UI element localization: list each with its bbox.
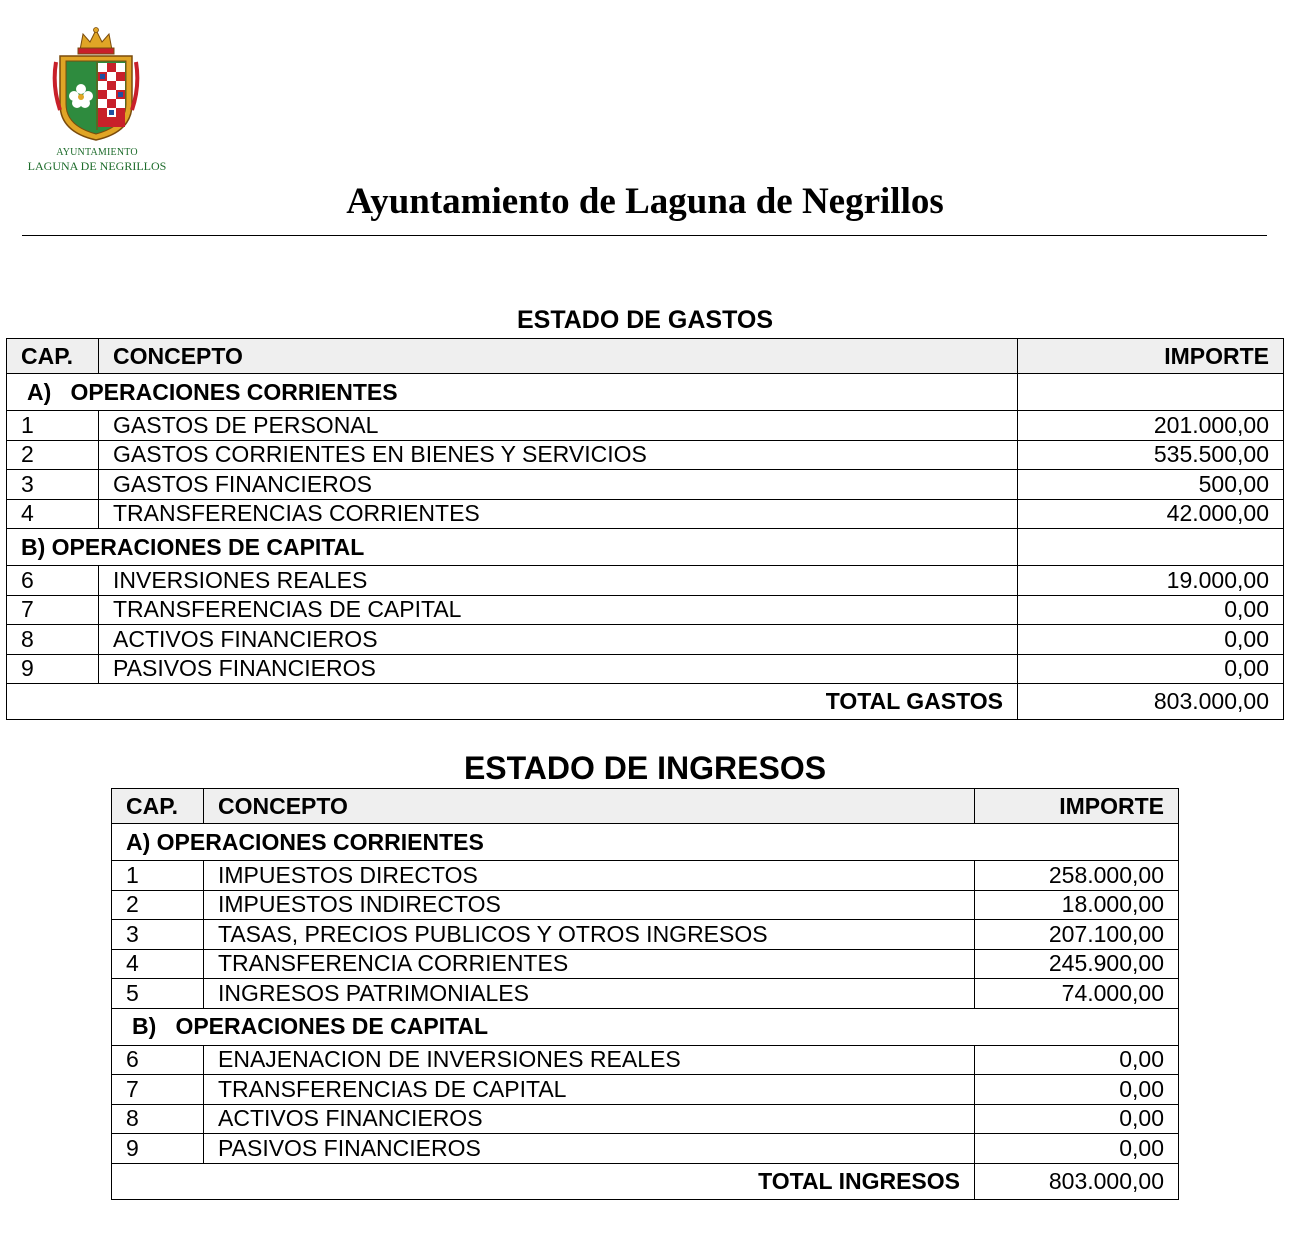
title-divider — [22, 235, 1267, 236]
concepto-cell: TRANSFERENCIAS CORRIENTES — [99, 499, 1018, 529]
cap-cell: 7 — [112, 1075, 204, 1105]
table-row — [7, 470, 1284, 500]
cap-cell: 9 — [112, 1134, 204, 1164]
table-row — [7, 595, 1284, 625]
section-row — [7, 374, 1284, 411]
cap-cell: 6 — [112, 1045, 204, 1075]
cap-cell: 8 — [7, 625, 99, 655]
importe-cell: 0,00 — [975, 1134, 1179, 1164]
importe-cell: 500,00 — [1018, 470, 1284, 500]
col-header-cap: CAP. — [7, 339, 99, 374]
table-row — [112, 979, 1179, 1009]
ingresos-table — [111, 788, 1179, 1200]
total-value: 803.000,00 — [1018, 684, 1284, 720]
importe-cell: 0,00 — [975, 1045, 1179, 1075]
municipal-coat-of-arms — [22, 26, 172, 176]
cap-cell: 8 — [112, 1104, 204, 1134]
total-label: TOTAL INGRESOS — [112, 1163, 975, 1199]
section-row — [112, 824, 1179, 861]
cap-cell: 5 — [112, 979, 204, 1009]
col-header-concepto: CONCEPTO — [99, 339, 1018, 374]
cap-cell: 6 — [7, 566, 99, 596]
section-row — [112, 1008, 1179, 1045]
concepto-cell: TASAS, PRECIOS PUBLICOS Y OTROS INGRESOS — [204, 920, 975, 950]
col-header-importe: IMPORTE — [1018, 339, 1284, 374]
concepto-cell: INGRESOS PATRIMONIALES — [204, 979, 975, 1009]
table-row — [7, 440, 1284, 470]
concepto-cell: IMPUESTOS DIRECTOS — [204, 861, 975, 891]
cap-cell: 1 — [7, 411, 99, 441]
importe-cell: 0,00 — [975, 1104, 1179, 1134]
importe-cell: 0,00 — [1018, 654, 1284, 684]
total-row — [112, 1163, 1179, 1199]
importe-cell: 42.000,00 — [1018, 499, 1284, 529]
logo-caption-line-2: LAGUNA DE NEGRILLOS — [27, 159, 167, 173]
concepto-cell: GASTOS FINANCIEROS — [99, 470, 1018, 500]
cap-cell: 3 — [112, 920, 204, 950]
concepto-cell: IMPUESTOS INDIRECTOS — [204, 890, 975, 920]
table-header-row — [112, 789, 1179, 824]
col-header-concepto: CONCEPTO — [204, 789, 975, 824]
importe-cell: 0,00 — [975, 1075, 1179, 1105]
concepto-cell: TRANSFERENCIA CORRIENTES — [204, 949, 975, 979]
concepto-cell: TRANSFERENCIAS DE CAPITAL — [99, 595, 1018, 625]
table-row — [112, 1104, 1179, 1134]
table-row — [112, 861, 1179, 891]
cap-cell: 2 — [112, 890, 204, 920]
col-header-cap: CAP. — [112, 789, 204, 824]
cap-cell: 1 — [112, 861, 204, 891]
concepto-cell: INVERSIONES REALES — [99, 566, 1018, 596]
section-label: A) OPERACIONES CORRIENTES — [112, 824, 1179, 861]
cap-cell: 4 — [112, 949, 204, 979]
concepto-cell: PASIVOS FINANCIEROS — [204, 1134, 975, 1164]
page-title: Ayuntamiento de Laguna de Negrillos — [346, 181, 944, 222]
importe-cell: 535.500,00 — [1018, 440, 1284, 470]
cap-cell: 9 — [7, 654, 99, 684]
table-row — [112, 920, 1179, 950]
concepto-cell: TRANSFERENCIAS DE CAPITAL — [204, 1075, 975, 1105]
table-row — [7, 411, 1284, 441]
importe-cell: 258.000,00 — [975, 861, 1179, 891]
table-row — [7, 625, 1284, 655]
importe-cell: 19.000,00 — [1018, 566, 1284, 596]
cap-cell: 4 — [7, 499, 99, 529]
concepto-cell: GASTOS CORRIENTES EN BIENES Y SERVICIOS — [99, 440, 1018, 470]
importe-cell: 201.000,00 — [1018, 411, 1284, 441]
cap-cell: 2 — [7, 440, 99, 470]
concepto-cell: PASIVOS FINANCIEROS — [99, 654, 1018, 684]
table-row — [112, 1075, 1179, 1105]
table-row — [7, 654, 1284, 684]
concepto-cell: ACTIVOS FINANCIEROS — [99, 625, 1018, 655]
section-row — [7, 529, 1284, 566]
coat-of-arms-icon — [50, 26, 142, 144]
logo-caption-line-1: AYUNTAMIENTO — [56, 147, 138, 158]
table-row — [112, 890, 1179, 920]
section-label: B) OPERACIONES DE CAPITAL — [7, 529, 1018, 566]
ingresos-heading: ESTADO DE INGRESOS — [463, 750, 827, 786]
section-importe-empty — [1018, 374, 1284, 411]
table-row — [112, 949, 1179, 979]
total-value: 803.000,00 — [975, 1163, 1179, 1199]
concepto-cell: ACTIVOS FINANCIEROS — [204, 1104, 975, 1134]
gastos-heading: ESTADO DE GASTOS — [516, 306, 774, 334]
section-importe-empty — [1018, 529, 1284, 566]
importe-cell: 245.900,00 — [975, 949, 1179, 979]
table-row — [7, 566, 1284, 596]
concepto-cell: ENAJENACION DE INVERSIONES REALES — [204, 1045, 975, 1075]
cap-cell: 3 — [7, 470, 99, 500]
table-row — [112, 1045, 1179, 1075]
section-label: A) OPERACIONES CORRIENTES — [7, 374, 1018, 411]
section-label: B) OPERACIONES DE CAPITAL — [112, 1008, 1179, 1045]
total-row — [7, 684, 1284, 720]
cap-cell: 7 — [7, 595, 99, 625]
table-row — [112, 1134, 1179, 1164]
importe-cell: 18.000,00 — [975, 890, 1179, 920]
importe-cell: 207.100,00 — [975, 920, 1179, 950]
importe-cell: 74.000,00 — [975, 979, 1179, 1009]
table-row — [7, 499, 1284, 529]
col-header-importe: IMPORTE — [975, 789, 1179, 824]
concepto-cell: GASTOS DE PERSONAL — [99, 411, 1018, 441]
table-header-row — [7, 339, 1284, 374]
total-label: TOTAL GASTOS — [7, 684, 1018, 720]
importe-cell: 0,00 — [1018, 595, 1284, 625]
gastos-table — [6, 338, 1284, 720]
importe-cell: 0,00 — [1018, 625, 1284, 655]
